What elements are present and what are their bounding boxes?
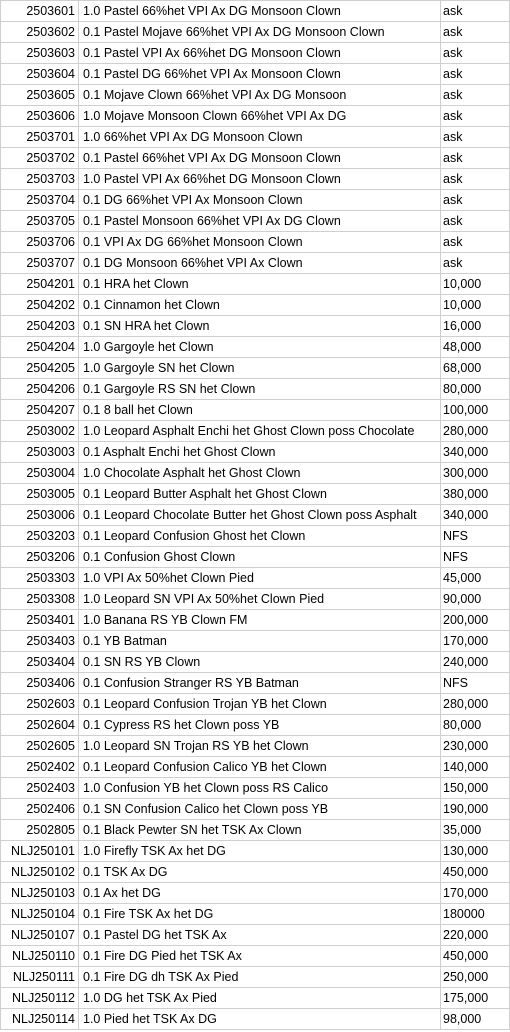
item-id-cell[interactable]: 2503005 bbox=[1, 484, 79, 505]
table-row bbox=[1, 379, 510, 400]
table-row bbox=[1, 169, 510, 190]
table-row bbox=[1, 631, 510, 652]
description-cell[interactable]: 0.1 Leopard Confusion Calico YB het Clown bbox=[79, 757, 441, 778]
price-cell[interactable]: 280,000 bbox=[441, 694, 510, 715]
price-cell[interactable]: 230,000 bbox=[441, 736, 510, 757]
item-id-cell[interactable]: NLJ250114 bbox=[1, 1009, 79, 1030]
table-row bbox=[1, 589, 510, 610]
item-id-cell[interactable]: 2503601 bbox=[1, 1, 79, 22]
description-cell[interactable]: 1.0 Gargoyle SN het Clown bbox=[79, 358, 441, 379]
price-cell[interactable]: 130,000 bbox=[441, 841, 510, 862]
description-cell[interactable]: 1.0 Leopard Asphalt Enchi het Ghost Clown poss Chocolate bbox=[79, 421, 441, 442]
description-cell[interactable]: 1.0 Gargoyle het Clown bbox=[79, 337, 441, 358]
price-cell[interactable]: 10,000 bbox=[441, 274, 510, 295]
description-cell[interactable]: 0.1 Pastel DG 66%het VPI Ax Monsoon Clown bbox=[79, 64, 441, 85]
price-cell[interactable]: 98,000 bbox=[441, 1009, 510, 1030]
price-cell[interactable]: 200,000 bbox=[441, 610, 510, 631]
item-id-cell[interactable]: NLJ250102 bbox=[1, 862, 79, 883]
table-row bbox=[1, 232, 510, 253]
item-id-cell[interactable]: 2503406 bbox=[1, 673, 79, 694]
price-cell[interactable]: 80,000 bbox=[441, 379, 510, 400]
description-cell[interactable]: 0.1 SN RS YB Clown bbox=[79, 652, 441, 673]
item-id-cell[interactable]: NLJ250111 bbox=[1, 967, 79, 988]
price-cell[interactable]: ask bbox=[441, 148, 510, 169]
description-cell[interactable]: 1.0 Leopard SN Trojan RS YB het Clown bbox=[79, 736, 441, 757]
item-id-cell[interactable]: 2503603 bbox=[1, 43, 79, 64]
item-id-cell[interactable]: 2503003 bbox=[1, 442, 79, 463]
item-id-cell[interactable]: 2503604 bbox=[1, 64, 79, 85]
table-row bbox=[1, 925, 510, 946]
table-row bbox=[1, 43, 510, 64]
description-cell[interactable]: 0.1 Fire TSK Ax het DG bbox=[79, 904, 441, 925]
description-cell[interactable]: 1.0 DG het TSK Ax Pied bbox=[79, 988, 441, 1009]
price-cell[interactable]: NFS bbox=[441, 547, 510, 568]
description-cell[interactable]: 1.0 66%het VPI Ax DG Monsoon Clown bbox=[79, 127, 441, 148]
table-row bbox=[1, 673, 510, 694]
item-id-cell[interactable]: 2504202 bbox=[1, 295, 79, 316]
description-cell[interactable]: 0.1 Pastel DG het TSK Ax bbox=[79, 925, 441, 946]
table-row bbox=[1, 568, 510, 589]
description-cell[interactable]: 0.1 Leopard Confusion Trojan YB het Clown bbox=[79, 694, 441, 715]
description-cell[interactable]: 1.0 Firefly TSK Ax het DG bbox=[79, 841, 441, 862]
item-id-cell[interactable]: 2503706 bbox=[1, 232, 79, 253]
item-id-cell[interactable]: 2503403 bbox=[1, 631, 79, 652]
table-row bbox=[1, 22, 510, 43]
description-cell[interactable]: 0.1 Mojave Clown 66%het VPI Ax DG Monsoon bbox=[79, 85, 441, 106]
table-row bbox=[1, 190, 510, 211]
table-row bbox=[1, 841, 510, 862]
description-cell[interactable]: 1.0 Banana RS YB Clown FM bbox=[79, 610, 441, 631]
description-cell[interactable]: 0.1 Leopard Confusion Ghost het Clown bbox=[79, 526, 441, 547]
table-row bbox=[1, 295, 510, 316]
description-cell[interactable]: 0.1 8 ball het Clown bbox=[79, 400, 441, 421]
item-id-cell[interactable]: 2502402 bbox=[1, 757, 79, 778]
table-row bbox=[1, 253, 510, 274]
description-cell[interactable]: 0.1 Cinnamon het Clown bbox=[79, 295, 441, 316]
description-cell[interactable]: 0.1 Ax het DG bbox=[79, 883, 441, 904]
item-id-cell[interactable]: 2504206 bbox=[1, 379, 79, 400]
item-id-cell[interactable]: 2503606 bbox=[1, 106, 79, 127]
table-row bbox=[1, 904, 510, 925]
item-id-cell[interactable]: 2503702 bbox=[1, 148, 79, 169]
description-cell[interactable]: 0.1 SN HRA het Clown bbox=[79, 316, 441, 337]
price-cell[interactable]: 340,000 bbox=[441, 505, 510, 526]
price-cell[interactable]: 35,000 bbox=[441, 820, 510, 841]
table-row bbox=[1, 778, 510, 799]
price-cell[interactable]: 180000 bbox=[441, 904, 510, 925]
price-cell[interactable]: ask bbox=[441, 22, 510, 43]
description-cell[interactable]: 1.0 VPI Ax 50%het Clown Pied bbox=[79, 568, 441, 589]
description-cell[interactable]: 0.1 Confusion Ghost Clown bbox=[79, 547, 441, 568]
item-id-cell[interactable]: 2502603 bbox=[1, 694, 79, 715]
item-id-cell[interactable]: 2503203 bbox=[1, 526, 79, 547]
price-cell[interactable]: 220,000 bbox=[441, 925, 510, 946]
item-id-cell[interactable]: NLJ250101 bbox=[1, 841, 79, 862]
item-id-cell[interactable]: 2503206 bbox=[1, 547, 79, 568]
price-cell[interactable]: ask bbox=[441, 43, 510, 64]
price-cell[interactable]: 16,000 bbox=[441, 316, 510, 337]
description-cell[interactable]: 1.0 Pied het TSK Ax DG bbox=[79, 1009, 441, 1030]
description-cell[interactable]: 0.1 Cypress RS het Clown poss YB bbox=[79, 715, 441, 736]
price-cell[interactable]: 250,000 bbox=[441, 967, 510, 988]
description-cell[interactable]: 0.1 Leopard Butter Asphalt het Ghost Clown bbox=[79, 484, 441, 505]
description-cell[interactable]: 0.1 SN Confusion Calico het Clown poss YB bbox=[79, 799, 441, 820]
item-id-cell[interactable]: 2502605 bbox=[1, 736, 79, 757]
item-id-cell[interactable]: NLJ250103 bbox=[1, 883, 79, 904]
description-cell[interactable]: 1.0 Leopard SN VPI Ax 50%het Clown Pied bbox=[79, 589, 441, 610]
item-id-cell[interactable]: 2503002 bbox=[1, 421, 79, 442]
table-row bbox=[1, 127, 510, 148]
description-cell[interactable]: 0.1 Fire DG Pied het TSK Ax bbox=[79, 946, 441, 967]
table-row bbox=[1, 484, 510, 505]
table-row bbox=[1, 820, 510, 841]
item-id-cell[interactable]: 2504204 bbox=[1, 337, 79, 358]
description-cell[interactable]: 1.0 Pastel VPI Ax 66%het DG Monsoon Clown bbox=[79, 169, 441, 190]
price-cell[interactable]: 80,000 bbox=[441, 715, 510, 736]
item-id-cell[interactable]: 2502805 bbox=[1, 820, 79, 841]
table-row bbox=[1, 757, 510, 778]
price-cell[interactable]: 90,000 bbox=[441, 589, 510, 610]
description-cell[interactable]: 1.0 Confusion YB het Clown poss RS Calico bbox=[79, 778, 441, 799]
table-row bbox=[1, 358, 510, 379]
table-row bbox=[1, 337, 510, 358]
description-cell[interactable]: 0.1 DG 66%het VPI Ax Monsoon Clown bbox=[79, 190, 441, 211]
price-cell[interactable]: 280,000 bbox=[441, 421, 510, 442]
table-row bbox=[1, 967, 510, 988]
table-row bbox=[1, 400, 510, 421]
price-cell[interactable]: 170,000 bbox=[441, 883, 510, 904]
table-row bbox=[1, 946, 510, 967]
item-id-cell[interactable]: 2503308 bbox=[1, 589, 79, 610]
item-id-cell[interactable]: 2503006 bbox=[1, 505, 79, 526]
item-id-cell[interactable]: 2503701 bbox=[1, 127, 79, 148]
price-cell[interactable]: 170,000 bbox=[441, 631, 510, 652]
item-id-cell[interactable]: 2504205 bbox=[1, 358, 79, 379]
price-cell[interactable]: NFS bbox=[441, 526, 510, 547]
table-row bbox=[1, 211, 510, 232]
description-cell[interactable]: 0.1 Black Pewter SN het TSK Ax Clown bbox=[79, 820, 441, 841]
description-cell[interactable]: 0.1 YB Batman bbox=[79, 631, 441, 652]
table-row bbox=[1, 1, 510, 22]
price-cell[interactable]: 380,000 bbox=[441, 484, 510, 505]
description-cell[interactable]: 1.0 Mojave Monsoon Clown 66%het VPI Ax DG bbox=[79, 106, 441, 127]
item-id-cell[interactable]: 2503605 bbox=[1, 85, 79, 106]
table-row bbox=[1, 148, 510, 169]
item-id-cell[interactable]: NLJ250107 bbox=[1, 925, 79, 946]
table-row bbox=[1, 526, 510, 547]
table-row bbox=[1, 64, 510, 85]
price-cell[interactable]: ask bbox=[441, 85, 510, 106]
price-cell[interactable]: 300,000 bbox=[441, 463, 510, 484]
table-row bbox=[1, 799, 510, 820]
description-cell[interactable]: 1.0 Pastel 66%het VPI Ax DG Monsoon Clown bbox=[79, 1, 441, 22]
price-cell[interactable]: ask bbox=[441, 211, 510, 232]
price-cell[interactable]: NFS bbox=[441, 673, 510, 694]
price-cell[interactable]: ask bbox=[441, 106, 510, 127]
item-id-cell[interactable]: 2503704 bbox=[1, 190, 79, 211]
table-row bbox=[1, 547, 510, 568]
price-cell[interactable]: 150,000 bbox=[441, 778, 510, 799]
price-cell[interactable]: ask bbox=[441, 190, 510, 211]
table-row bbox=[1, 505, 510, 526]
item-id-cell[interactable]: 2502406 bbox=[1, 799, 79, 820]
table-row bbox=[1, 694, 510, 715]
table-row bbox=[1, 610, 510, 631]
description-cell[interactable]: 0.1 Pastel VPI Ax 66%het DG Monsoon Clown bbox=[79, 43, 441, 64]
description-cell[interactable]: 0.1 Leopard Chocolate Butter het Ghost Clown poss Asphalt bbox=[79, 505, 441, 526]
item-id-cell[interactable]: 2503303 bbox=[1, 568, 79, 589]
description-cell[interactable]: 0.1 TSK Ax DG bbox=[79, 862, 441, 883]
price-cell[interactable]: ask bbox=[441, 127, 510, 148]
description-cell[interactable]: 0.1 HRA het Clown bbox=[79, 274, 441, 295]
price-cell[interactable]: 10,000 bbox=[441, 295, 510, 316]
item-id-cell[interactable]: 2503401 bbox=[1, 610, 79, 631]
table-row bbox=[1, 862, 510, 883]
item-id-cell[interactable]: NLJ250104 bbox=[1, 904, 79, 925]
item-id-cell[interactable]: 2503707 bbox=[1, 253, 79, 274]
table-row bbox=[1, 1009, 510, 1030]
table-row bbox=[1, 316, 510, 337]
table-row bbox=[1, 421, 510, 442]
description-cell[interactable]: 0.1 DG Monsoon 66%het VPI Ax Clown bbox=[79, 253, 441, 274]
table-row bbox=[1, 652, 510, 673]
table-row bbox=[1, 988, 510, 1009]
item-id-cell[interactable]: 2502604 bbox=[1, 715, 79, 736]
price-cell[interactable]: 45,000 bbox=[441, 568, 510, 589]
table-row bbox=[1, 463, 510, 484]
price-cell[interactable]: 68,000 bbox=[441, 358, 510, 379]
price-cell[interactable]: 450,000 bbox=[441, 946, 510, 967]
description-cell[interactable]: 0.1 Confusion Stranger RS YB Batman bbox=[79, 673, 441, 694]
description-cell[interactable]: 0.1 Gargoyle RS SN het Clown bbox=[79, 379, 441, 400]
item-id-cell[interactable]: 2504207 bbox=[1, 400, 79, 421]
item-id-cell[interactable]: 2504201 bbox=[1, 274, 79, 295]
item-id-cell[interactable]: 2503404 bbox=[1, 652, 79, 673]
price-cell[interactable]: 48,000 bbox=[441, 337, 510, 358]
price-cell[interactable]: 340,000 bbox=[441, 442, 510, 463]
table-row bbox=[1, 442, 510, 463]
item-id-cell[interactable]: 2503602 bbox=[1, 22, 79, 43]
description-cell[interactable]: 0.1 Pastel Monsoon 66%het VPI Ax DG Clown bbox=[79, 211, 441, 232]
item-id-cell[interactable]: NLJ250110 bbox=[1, 946, 79, 967]
description-cell[interactable]: 1.0 Chocolate Asphalt het Ghost Clown bbox=[79, 463, 441, 484]
description-cell[interactable]: 0.1 Pastel 66%het VPI Ax DG Monsoon Clown bbox=[79, 148, 441, 169]
item-id-cell[interactable]: 2504203 bbox=[1, 316, 79, 337]
table-row bbox=[1, 736, 510, 757]
price-cell[interactable]: ask bbox=[441, 253, 510, 274]
item-id-cell[interactable]: 2502403 bbox=[1, 778, 79, 799]
price-cell[interactable]: 450,000 bbox=[441, 862, 510, 883]
item-id-cell[interactable]: 2503004 bbox=[1, 463, 79, 484]
item-id-cell[interactable]: 2503703 bbox=[1, 169, 79, 190]
description-cell[interactable]: 0.1 Asphalt Enchi het Ghost Clown bbox=[79, 442, 441, 463]
price-cell[interactable]: 240,000 bbox=[441, 652, 510, 673]
price-cell[interactable]: ask bbox=[441, 64, 510, 85]
table-row bbox=[1, 715, 510, 736]
table-row bbox=[1, 883, 510, 904]
item-id-cell[interactable]: 2503705 bbox=[1, 211, 79, 232]
price-cell[interactable]: ask bbox=[441, 232, 510, 253]
table-row bbox=[1, 85, 510, 106]
item-id-cell[interactable]: NLJ250112 bbox=[1, 988, 79, 1009]
price-cell[interactable]: ask bbox=[441, 169, 510, 190]
description-cell[interactable]: 0.1 Fire DG dh TSK Ax Pied bbox=[79, 967, 441, 988]
price-cell[interactable]: 140,000 bbox=[441, 757, 510, 778]
description-cell[interactable]: 0.1 VPI Ax DG 66%het Monsoon Clown bbox=[79, 232, 441, 253]
price-cell[interactable]: 175,000 bbox=[441, 988, 510, 1009]
table-row bbox=[1, 106, 510, 127]
price-list-body bbox=[1, 1, 510, 1030]
price-cell[interactable]: ask bbox=[441, 1, 510, 22]
price-cell[interactable]: 100,000 bbox=[441, 400, 510, 421]
description-cell[interactable]: 0.1 Pastel Mojave 66%het VPI Ax DG Monsoon Clown bbox=[79, 22, 441, 43]
price-cell[interactable]: 190,000 bbox=[441, 799, 510, 820]
table-row bbox=[1, 274, 510, 295]
